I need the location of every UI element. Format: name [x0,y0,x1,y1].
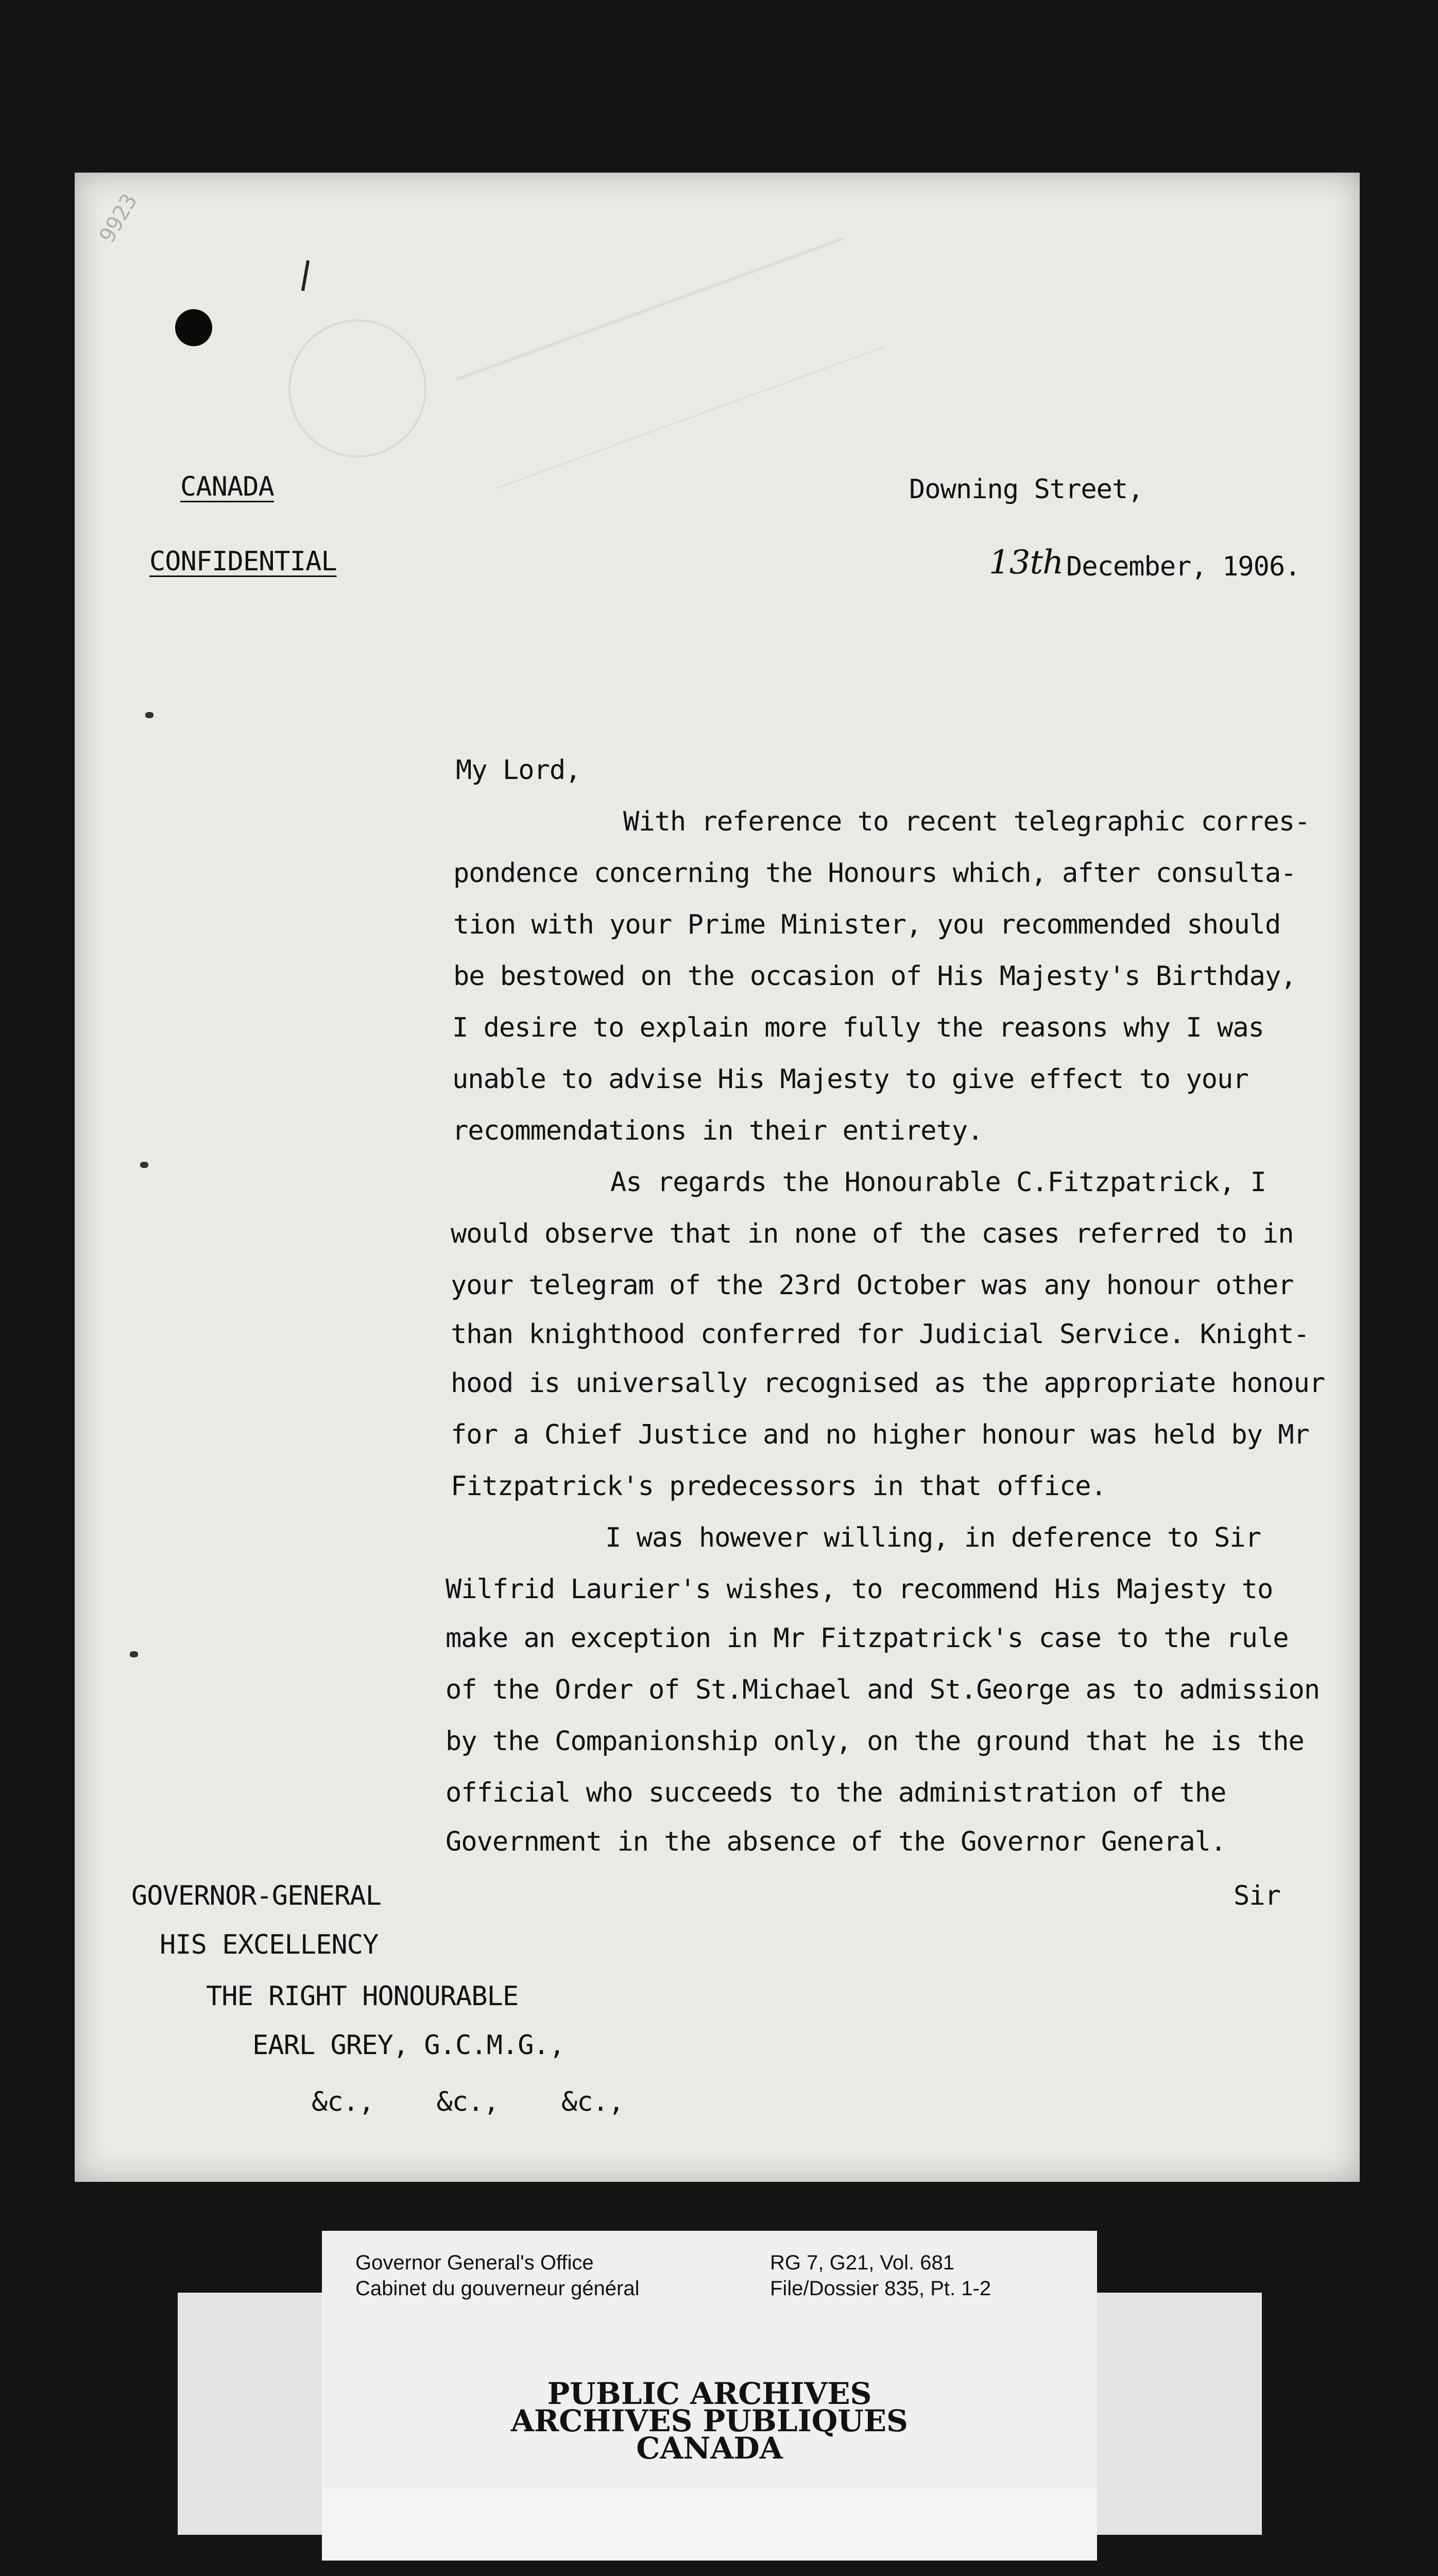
body-line: by the Companionship only, on the ground that he is the [446,1726,1304,1757]
addressee-line: EARL GREY, G.C.M.G., [252,2030,565,2061]
body-line: of the Order of St.Michael and St.George as to admission [446,1674,1320,1705]
body-line: tion with your Prime Minister, you recommended should [453,909,1281,940]
letter-date: December, 1906. [1066,551,1300,582]
heading-canada: CANADA [180,471,274,502]
body-line: hood is universally recognised as the appropriate honour [451,1368,1325,1399]
faint-stamp-mark [288,319,426,457]
punch-hole [175,309,212,346]
body-line: As regards the Honourable C.Fitzpatrick, I [610,1167,1266,1198]
margin-mark [140,1162,148,1168]
body-line: recommendations in their entirety. [452,1115,983,1146]
addressee-line: THE RIGHT HONOURABLE [206,1981,519,2012]
body-line: official who succeeds to the administration of the [446,1777,1226,1808]
body-line: pondence concerning the Honours which, after consulta- [453,858,1296,889]
body-line: Wilfrid Laurier's wishes, to recommend His Majesty to [446,1574,1273,1605]
corner-number: 9923 [94,189,142,247]
label-office-english: Governor General's Office [355,2251,594,2274]
body-line: than knighthood conferred for Judicial Service. Knight- [451,1319,1309,1350]
addressee-line: GOVERNOR-GENERAL [131,1880,381,1911]
body-line: Government in the absence of the Governor General. [446,1826,1226,1857]
archive-label-strip [322,2488,1097,2561]
body-line: for a Chief Justice and no higher honour was held by Mr [451,1419,1309,1450]
body-line: I desire to explain more fully the reasons why I was [452,1012,1264,1043]
archives-title-line: ARCHIVES PUBLIQUES [511,2403,908,2438]
label-file: File/Dossier 835, Pt. 1-2 [770,2277,991,2300]
margin-mark [145,712,153,718]
body-line: would observe that in none of the cases referred to in [451,1218,1294,1249]
archives-title-line: CANADA [636,2431,783,2466]
sender-address: Downing Street, [909,474,1143,505]
label-reference: RG 7, G21, Vol. 681 [770,2251,954,2274]
body-line: unable to advise His Majesty to give effect to your [452,1064,1248,1095]
archives-title-line: PUBLIC ARCHIVES [547,2376,872,2411]
body-line: Fitzpatrick's predecessors in that office. [451,1471,1106,1502]
addressee-line: &c., &c., &c., [312,2087,624,2117]
margin-mark [130,1651,138,1657]
date-day-handwritten: 13th [989,544,1064,582]
label-office-french: Cabinet du gouverneur général [355,2277,640,2300]
addressee-line: HIS EXCELLENCY [160,1929,379,1960]
body-line: your telegram of the 23rd October was any honour other [451,1270,1294,1301]
body-line: With reference to recent telegraphic corres- [623,806,1310,837]
body-line: I was however willing, in deference to Sir [605,1522,1261,1553]
body-line: be bestowed on the occasion of His Majesty's Birthday, [453,961,1296,992]
heading-confidential: CONFIDENTIAL [149,546,337,577]
body-line: make an exception in Mr Fitzpatrick's case to the rule [446,1623,1289,1654]
salutation: My Lord, [456,755,581,786]
catchword: Sir [1234,1880,1280,1911]
